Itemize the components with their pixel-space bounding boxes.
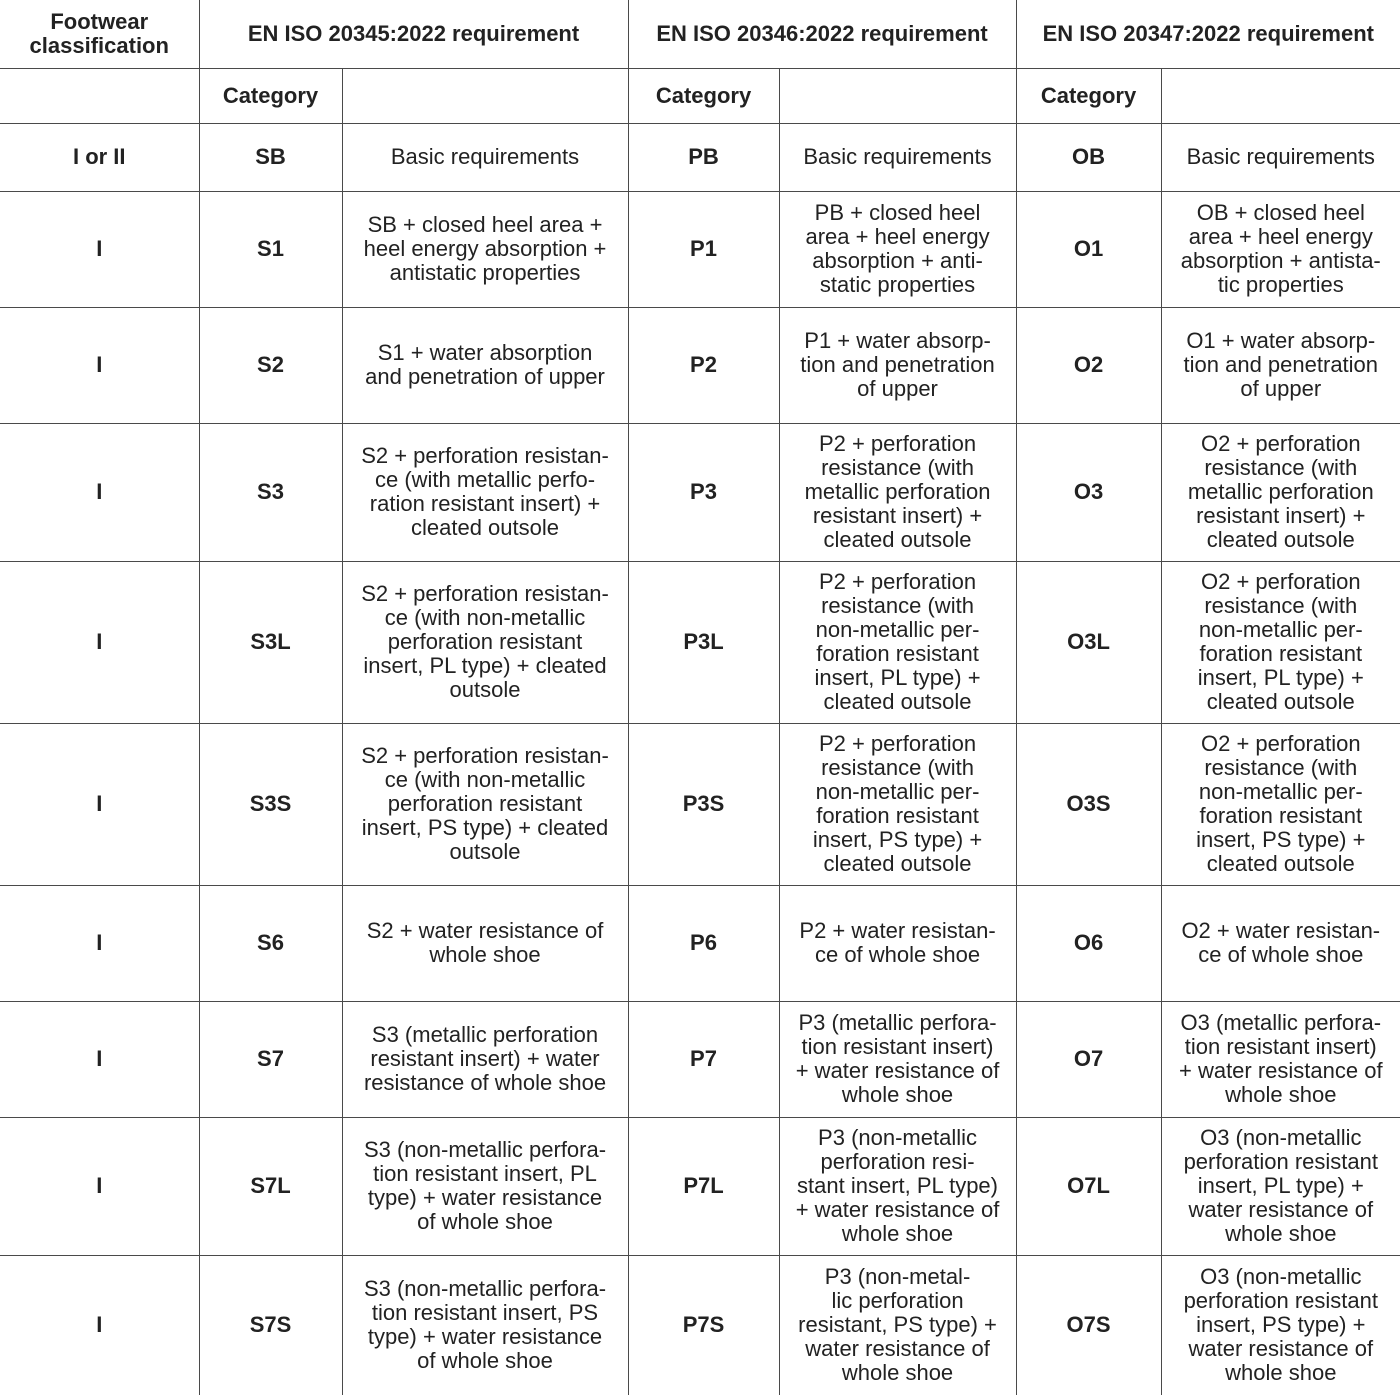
o-requirement-cell: O3 (metallic perfora- tion resistant insert) + water resistance of whole shoe	[1161, 1001, 1400, 1117]
table-row	[0, 191, 1400, 307]
table-row	[0, 123, 1400, 191]
o-category-cell: O3S	[1016, 723, 1161, 885]
s-requirement-cell: Basic requirements	[342, 123, 628, 191]
table-row	[0, 307, 1400, 423]
p-requirement-cell: P2 + water resistan- ce of whole shoe	[779, 885, 1016, 1001]
s-category-cell: S2	[199, 307, 342, 423]
s-requirement-cell: S2 + perforation resistan- ce (with non-metallic perforation resistant insert, PS type) + cleated outsole	[342, 723, 628, 885]
s-category-cell: S7L	[199, 1117, 342, 1255]
table-row	[0, 1255, 1400, 1395]
header-row	[0, 0, 1400, 68]
p-requirement-cell: P3 (non-metallic perforation resi- stant insert, PL type) + water resistance of whole shoe	[779, 1117, 1016, 1255]
p-requirement-cell: P2 + perforation resistance (with non-metallic per- foration resistant insert, PL type) + cleated outsole	[779, 561, 1016, 723]
p-requirement-cell: P2 + perforation resistance (with metallic perforation resistant insert) + cleated outsole	[779, 423, 1016, 561]
o-requirement-cell: O3 (non-metallic perforation resistant insert, PS type) + water resistance of whole shoe	[1161, 1255, 1400, 1395]
p-category-cell: P3L	[628, 561, 779, 723]
o-requirement-cell: O1 + water absorp- tion and penetration of upper	[1161, 307, 1400, 423]
table-row	[0, 723, 1400, 885]
s-requirement-cell: S1 + water absorption and penetration of upper	[342, 307, 628, 423]
table-row	[0, 1117, 1400, 1255]
s-category-cell: S3L	[199, 561, 342, 723]
p-category-cell: PB	[628, 123, 779, 191]
o-category-cell: OB	[1016, 123, 1161, 191]
s-category-cell: S7S	[199, 1255, 342, 1395]
s-category-cell: S3	[199, 423, 342, 561]
table-row	[0, 561, 1400, 723]
o-category-cell: O7S	[1016, 1255, 1161, 1395]
classification-cell: I	[0, 307, 199, 423]
o-category-cell: O7L	[1016, 1117, 1161, 1255]
s-requirement-cell: S2 + water resistance of whole shoe	[342, 885, 628, 1001]
p-requirement-cell: P3 (metallic perfora- tion resistant insert) + water resistance of whole shoe	[779, 1001, 1016, 1117]
p-requirement-cell: P2 + perforation resistance (with non-metallic per- foration resistant insert, PS type) + cleated outsole	[779, 723, 1016, 885]
o-requirement-cell: OB + closed heel area + heel energy absorption + antista- tic properties	[1161, 191, 1400, 307]
s-requirement-cell: S3 (non-metallic perfora- tion resistant insert, PL type) + water resistance of whole shoe	[342, 1117, 628, 1255]
table-row	[0, 1001, 1400, 1117]
empty-header-cell	[342, 68, 628, 123]
empty-header-cell	[0, 68, 199, 123]
p-category-cell: P1	[628, 191, 779, 307]
p-category-cell: P7L	[628, 1117, 779, 1255]
classification-cell: I	[0, 723, 199, 885]
p-requirement-cell: Basic requirements	[779, 123, 1016, 191]
classification-cell: I	[0, 191, 199, 307]
category-header-20346: Category	[628, 68, 779, 123]
o-category-cell: O2	[1016, 307, 1161, 423]
empty-header-cell	[1161, 68, 1400, 123]
o-category-cell: O3	[1016, 423, 1161, 561]
s-requirement-cell: S3 (metallic perforation resistant insert) + water resistance of whole shoe	[342, 1001, 628, 1117]
o-requirement-cell: O2 + perforation resistance (with metallic perforation resistant insert) + cleated outsole	[1161, 423, 1400, 561]
classification-cell: I	[0, 885, 199, 1001]
o-category-cell: O6	[1016, 885, 1161, 1001]
s-requirement-cell: S2 + perforation resistan- ce (with non-metallic perforation resistant insert, PL type) + cleated outsole	[342, 561, 628, 723]
iso-20347-header: EN ISO 20347:2022 requirement	[1016, 0, 1400, 68]
iso-20345-header: EN ISO 20345:2022 requirement	[199, 0, 628, 68]
s-category-cell: S7	[199, 1001, 342, 1117]
classification-cell: I or II	[0, 123, 199, 191]
p-category-cell: P3	[628, 423, 779, 561]
o-requirement-cell: Basic requirements	[1161, 123, 1400, 191]
o-requirement-cell: O2 + perforation resistance (with non-metallic per- foration resistant insert, PS type) + cleated outsole	[1161, 723, 1400, 885]
s-requirement-cell: S2 + perforation resistan- ce (with metallic perfo- ration resistant insert) + cleated outsole	[342, 423, 628, 561]
classification-cell: I	[0, 1255, 199, 1395]
o-category-cell: O3L	[1016, 561, 1161, 723]
s-requirement-cell: SB + closed heel area + heel energy absorption + antistatic properties	[342, 191, 628, 307]
o-category-cell: O1	[1016, 191, 1161, 307]
classification-cell: I	[0, 423, 199, 561]
o-requirement-cell: O2 + perforation resistance (with non-metallic per- foration resistant insert, PL type) + cleated outsole	[1161, 561, 1400, 723]
s-category-cell: S1	[199, 191, 342, 307]
table-row	[0, 423, 1400, 561]
s-category-cell: S3S	[199, 723, 342, 885]
s-category-cell: SB	[199, 123, 342, 191]
o-requirement-cell: O2 + water resistan- ce of whole shoe	[1161, 885, 1400, 1001]
s-category-cell: S6	[199, 885, 342, 1001]
o-requirement-cell: O3 (non-metallic perforation resistant insert, PL type) + water resistance of whole shoe	[1161, 1117, 1400, 1255]
o-category-cell: O7	[1016, 1001, 1161, 1117]
p-category-cell: P2	[628, 307, 779, 423]
p-category-cell: P6	[628, 885, 779, 1001]
p-category-cell: P3S	[628, 723, 779, 885]
classification-cell: I	[0, 1001, 199, 1117]
empty-header-cell	[779, 68, 1016, 123]
category-header-20345: Category	[199, 68, 342, 123]
classification-cell: I	[0, 561, 199, 723]
s-requirement-cell: S3 (non-metallic perfora- tion resistant insert, PS type) + water resistance of whole shoe	[342, 1255, 628, 1395]
subheader-row	[0, 68, 1400, 123]
category-header-20347: Category	[1016, 68, 1161, 123]
p-requirement-cell: P1 + water absorp- tion and penetration of upper	[779, 307, 1016, 423]
p-category-cell: P7	[628, 1001, 779, 1117]
classification-cell: I	[0, 1117, 199, 1255]
p-requirement-cell: P3 (non-metal- lic perforation resistant, PS type) + water resistance of whole shoe	[779, 1255, 1016, 1395]
iso-20346-header: EN ISO 20346:2022 requirement	[628, 0, 1016, 68]
table-row	[0, 885, 1400, 1001]
p-category-cell: P7S	[628, 1255, 779, 1395]
p-requirement-cell: PB + closed heel area + heel energy absorption + anti- static properties	[779, 191, 1016, 307]
footwear-classification-header: Footwear classification	[0, 0, 199, 68]
